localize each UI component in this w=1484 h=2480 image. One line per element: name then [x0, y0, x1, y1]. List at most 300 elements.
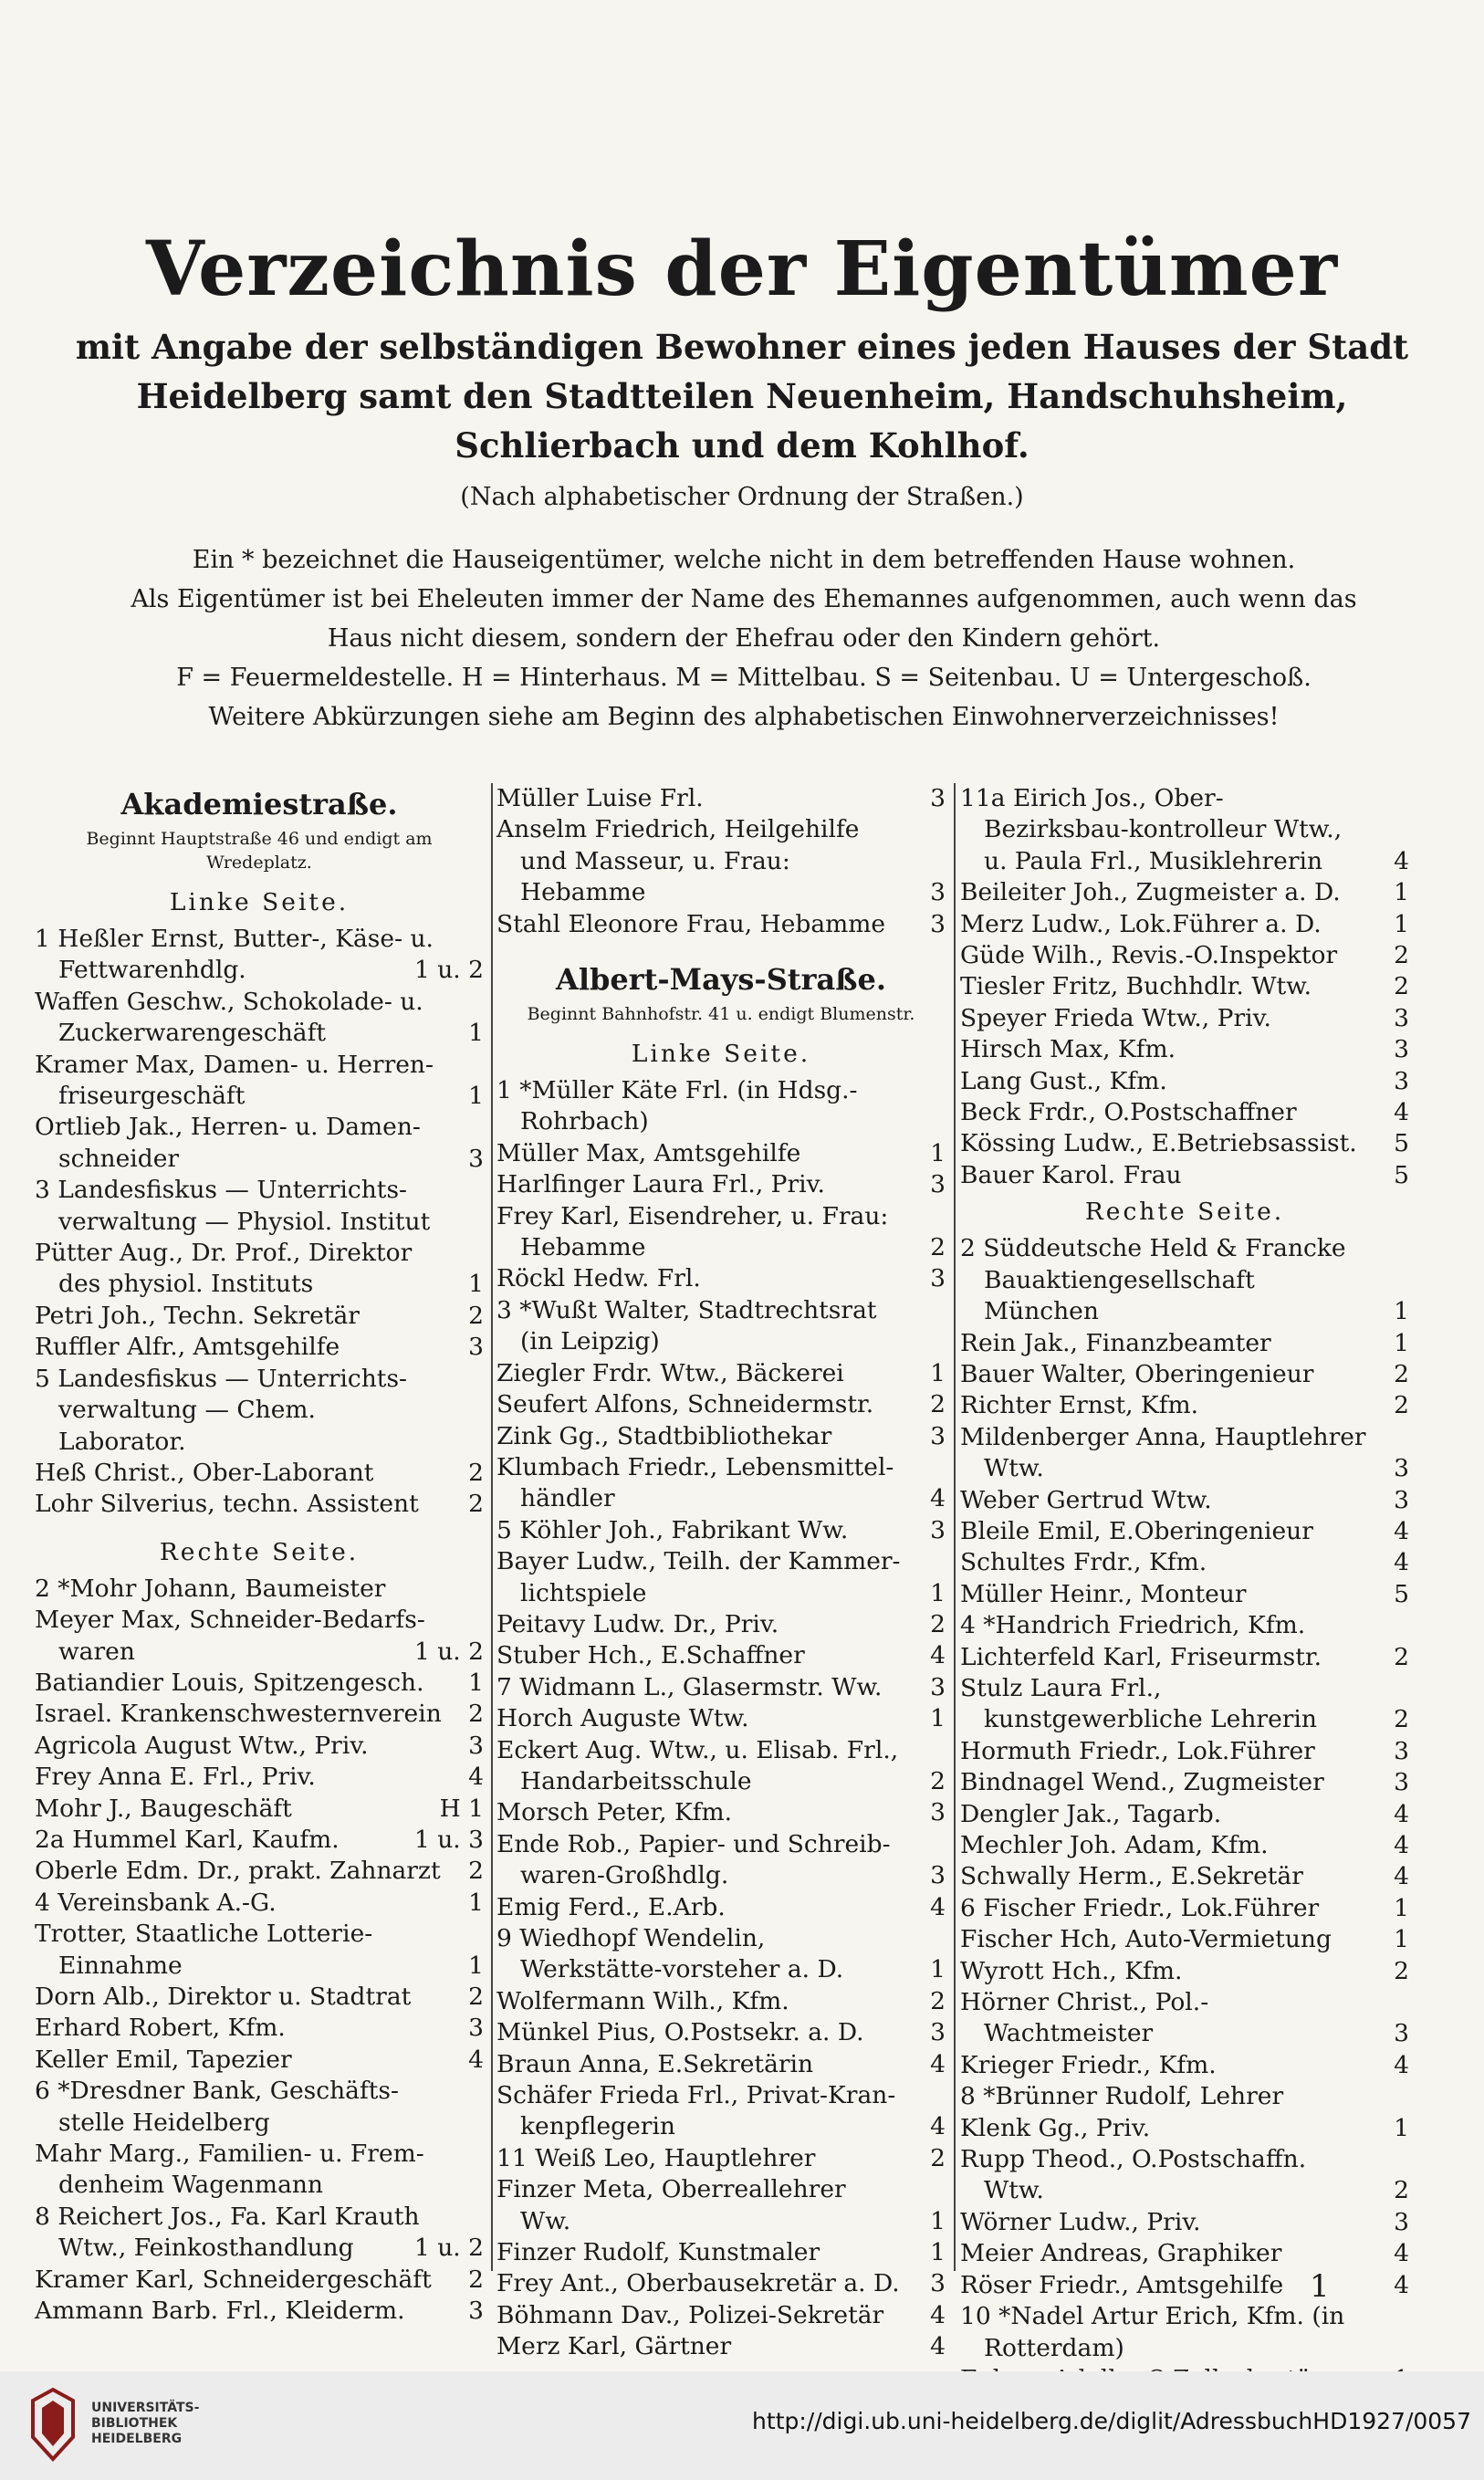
entry-text: 5 Landesfiskus — Unterrichts-verwaltung — Chem. Laborator. — [35, 1364, 407, 1456]
page-subtitle: mit Angabe der selbständigen Bewohner eines jeden Hauses der Stadt Heidelberg samt den Stadtteilen Neuenheim, Handschuhsheim, Schlierbach und dem Kohlhof. — [75, 327, 1409, 466]
entry-floor: 1 — [468, 1951, 484, 1980]
entry-text: Heß Christ., Ober-Laborant — [35, 1458, 374, 1487]
entry-text: Agricola August Wtw., Priv. — [35, 1731, 369, 1760]
entry-floor: 1 — [1394, 909, 1409, 938]
entry-floor: 4 — [1394, 2050, 1409, 2079]
entry-text: 10 *Nadel Artur Erich, Kfm. (in Rotterdam) — [960, 2302, 1345, 2362]
entry-floor: 1 — [1394, 1328, 1409, 1357]
entry-floor: 4 — [1394, 1516, 1409, 1545]
directory-entry — [35, 1175, 484, 1238]
entry-floor: 4 — [930, 1641, 946, 1670]
directory-entry — [35, 1825, 484, 1856]
directory-entry — [960, 1610, 1409, 1641]
directory-entry — [960, 1956, 1409, 1987]
directory-entry — [496, 1703, 946, 1734]
entry-text: Klenk Gg., Priv. — [960, 2113, 1151, 2142]
column-1 — [35, 783, 484, 2327]
directory-entry — [496, 1923, 946, 1986]
directory-entry — [496, 814, 946, 908]
entry-floor: 1 — [468, 1019, 484, 1048]
directory-entry — [960, 1066, 1409, 1097]
directory-entry — [960, 1328, 1409, 1359]
directory-entry — [960, 2207, 1409, 2238]
entry-floor: 3 — [1394, 1035, 1409, 1064]
entry-floor: 4 — [930, 1892, 946, 1921]
directory-entry — [35, 1699, 484, 1730]
directory-entry — [35, 1364, 484, 1458]
entry-text: Klumbach Friedr., Lebensmittel-händler — [496, 1452, 894, 1513]
directory-entry — [35, 2139, 484, 2202]
directory-entry — [35, 1332, 484, 1363]
side-heading: Rechte Seite. — [159, 1537, 360, 1566]
entry-text: Mechler Joh. Adam, Kfm. — [960, 1831, 1269, 1859]
entry-text: Hörner Christ., Pol.-Wachtmeister — [960, 1988, 1209, 2048]
entry-floor: 4 — [468, 2045, 484, 2074]
entry-floor: 3 — [468, 1144, 484, 1173]
directory-entry — [960, 1097, 1409, 1128]
entry-text: Lohr Silverius, techn. Assistent — [35, 1490, 419, 1519]
entry-floor: 2 — [1394, 1359, 1409, 1388]
directory-entry — [960, 2113, 1409, 2144]
entry-text: Eckert Aug. Wtw., u. Elisab. Frl., Handarbeitsschule — [496, 1735, 899, 1795]
entry-floor: 1 — [930, 1704, 946, 1733]
entry-floor: 1 — [468, 1270, 484, 1299]
entry-text: Anselm Friedrich, Heilgehilfe und Masseur, u. Frau: Hebamme — [496, 815, 860, 907]
entry-floor: 3 — [1394, 1454, 1409, 1483]
entry-text: Schwally Herm., E.Sekretär — [960, 1862, 1303, 1891]
directory-entry — [960, 1767, 1409, 1798]
directory-entry — [35, 1668, 484, 1699]
entry-floor: 3 — [468, 2014, 484, 2043]
entry-floor: 3 — [468, 2297, 484, 2326]
entry-text: Böhmann Dav., Polizei-Sekretär — [496, 2300, 884, 2329]
entry-text: Bleile Emil, E.Oberingenieur — [960, 1516, 1313, 1545]
entry-floor: 3 — [1394, 2019, 1409, 2048]
directory-entry — [35, 1762, 484, 1793]
library-logo-icon — [26, 2382, 80, 2466]
directory-entry — [960, 1924, 1409, 1955]
entry-floor: 4 — [1394, 2239, 1409, 2268]
entry-text: 2a Hummel Karl, Kaufm. — [35, 1825, 340, 1854]
entry-text: Beck Frdr., O.Postschaffner — [960, 1098, 1297, 1127]
entry-text: Schäfer Frieda Frl., Privat-Kran-kenpflegerin — [496, 2081, 896, 2141]
entry-text: Keller Emil, Tapezier — [35, 2045, 292, 2074]
entry-floor: 2 — [1394, 2176, 1409, 2205]
entry-text: 4 *Handrich Friedrich, Kfm. — [960, 1611, 1306, 1640]
directory-entry — [960, 2081, 1409, 2112]
entry-floor: 2 — [930, 1609, 946, 1638]
directory-entry — [35, 2013, 484, 2044]
entry-text: Schultes Frdr., Kfm. — [960, 1548, 1207, 1577]
directory-entry — [496, 1201, 946, 1264]
entry-text: Stuber Hch., E.Schaffner — [496, 1641, 805, 1670]
entry-floor: 1 u. 3 — [413, 1825, 484, 1854]
entry-floor: 5 — [1394, 1160, 1409, 1189]
entry-text: Ortlieb Jak., Herren- u. Damen-schneider — [35, 1113, 421, 1173]
entry-text: Merz Karl, Gärtner — [496, 2332, 732, 2361]
directory-entry — [496, 1735, 946, 1798]
column-2 — [496, 783, 946, 2363]
entry-text: Müller Heinr., Monteur — [960, 1579, 1247, 1608]
entry-text: Batiandier Louis, Spitzengesch. — [35, 1668, 424, 1697]
entry-floor: 1 — [930, 2206, 946, 2235]
entry-floor: 3 — [468, 1731, 484, 1760]
entry-text: Krieger Friedr., Kfm. — [960, 2050, 1217, 2079]
entry-floor: 3 — [930, 784, 946, 812]
directory-entry — [35, 2296, 484, 2327]
directory-entry — [960, 1893, 1409, 1924]
entry-floor: 1 — [930, 1138, 946, 1167]
column-divider — [954, 783, 956, 2271]
directory-entry — [960, 1128, 1409, 1159]
entry-floor: 1 — [468, 1668, 484, 1697]
entry-text: Tiesler Fritz, Buchhdlr. Wtw. — [960, 972, 1312, 1001]
entry-floor: 2 — [1394, 972, 1409, 1001]
entry-text: Wolfermann Wilh., Kfm. — [496, 1986, 789, 2015]
directory-entry — [496, 1797, 946, 1828]
entry-text: Braun Anna, E.Sekretärin — [496, 2049, 814, 2078]
directory-entry — [35, 2202, 484, 2265]
directory-entry — [35, 1794, 484, 1825]
directory-entry — [960, 1579, 1409, 1610]
entry-text: Frey Anna E. Frl., Priv. — [35, 1763, 316, 1792]
entry-floor: 4 — [930, 1484, 946, 1513]
directory-entry — [35, 1574, 484, 1605]
entry-floor: 5 — [1394, 1129, 1409, 1158]
directory-entry — [496, 1138, 946, 1169]
directory-entry — [496, 1672, 946, 1703]
entry-text: Bauer Karol. Frau — [960, 1160, 1182, 1189]
entry-floor: 2 — [1394, 1705, 1409, 1734]
entry-text: Pütter Aug., Dr. Prof., Direktor des physiol. Instituts — [35, 1239, 413, 1299]
directory-entry — [960, 877, 1409, 908]
entry-text: Merz Ludw., Lok.Führer a. D. — [960, 909, 1322, 938]
entry-floor: 4 — [930, 2049, 946, 2078]
entry-floor: 1 — [930, 1578, 946, 1607]
directory-entry — [960, 1799, 1409, 1830]
side-heading: Linke Seite. — [631, 1040, 811, 1069]
entry-text: 6 Fischer Friedr., Lok.Führer — [960, 1893, 1320, 1922]
entry-text: 11a Eirich Jos., Ober-Bezirksbau-kontrolleur Wtw., u. Paula Frl., Musiklehrerin — [960, 784, 1343, 875]
directory-entry — [35, 1238, 484, 1301]
directory-entry — [35, 1919, 484, 1982]
directory-entry — [35, 1605, 484, 1668]
entry-text: Dengler Jak., Tagarb. — [960, 1799, 1222, 1828]
entry-floor: 1 — [930, 2238, 946, 2267]
entry-text: 9 Wiedhopf Wendelin, Werkstätte-vorsteher a. D. — [496, 1924, 844, 1984]
entry-text: Peitavy Ludw. Dr., Priv. — [496, 1609, 779, 1638]
directory-entry — [496, 2237, 946, 2268]
entry-floor: 1 — [930, 1358, 946, 1387]
directory-entry — [496, 1546, 946, 1609]
directory-entry — [960, 1390, 1409, 1421]
directory-entry — [496, 2143, 946, 2174]
entry-floor: 2 — [1394, 941, 1409, 970]
directory-entry — [35, 1489, 484, 1520]
entry-text: Dorn Alb., Direktor u. Stadtrat — [35, 1983, 412, 2011]
entry-text: 2 *Mohr Johann, Baumeister — [35, 1574, 386, 1603]
entry-floor: 3 — [930, 2018, 946, 2047]
entry-text: Harlfinger Laura Frl., Priv. — [496, 1170, 825, 1199]
directory-entry — [960, 1516, 1409, 1547]
entry-text: 3 Landesfiskus — Unterrichts-verwaltung — Physiol. Institut — [35, 1176, 431, 1236]
source-url-link[interactable]: http://digi.ub.uni-heidelberg.de/diglit/AdressbuchHD1927/0057 — [752, 2408, 1471, 2434]
entry-text: Kössing Ludw., E.Betriebsassist. — [960, 1129, 1357, 1158]
entry-floor: H 1 — [439, 1794, 484, 1823]
note-line: Ein * bezeichnet die Hauseigentümer, welche nicht in dem betreffenden Hause wohnen. — [192, 546, 1296, 574]
entry-text: Oberle Edm. Dr., prakt. Zahnarzt — [35, 1857, 441, 1886]
street-heading: Akademiestraße. — [120, 787, 398, 821]
side-heading: Linke Seite. — [169, 888, 350, 916]
entry-text: Beileiter Joh., Zugmeister a. D. — [960, 878, 1341, 907]
entry-floor: 4 — [1394, 1862, 1409, 1891]
entry-text: Morsch Peter, Kfm. — [496, 1798, 733, 1827]
directory-entry — [496, 2268, 946, 2299]
entry-floor: 3 — [930, 1515, 946, 1544]
entry-text: Erhard Robert, Kfm. — [35, 2014, 286, 2043]
entry-floor: 4 — [1394, 1799, 1409, 1828]
entry-floor: 4 — [1394, 846, 1409, 875]
directory-entry — [35, 2076, 484, 2139]
entry-text: Hirsch Max, Kfm. — [960, 1035, 1176, 1064]
entry-floor: 3 — [1394, 1485, 1409, 1514]
entry-text: 7 Widmann L., Glasermstr. Ww. — [496, 1672, 883, 1701]
entry-text: Müller Max, Amtsgehilfe — [496, 1138, 801, 1167]
directory-entry — [960, 940, 1409, 971]
library-name: UNIVERSITÄTS- BIBLIOTHEK HEIDELBERG — [91, 2401, 200, 2446]
entry-floor: 3 — [930, 1421, 946, 1450]
entry-floor: 3 — [930, 1672, 946, 1701]
ordering-note: (Nach alphabetischer Ordnung der Straßen.) — [460, 483, 1024, 511]
entry-text: Seufert Alfons, Schneidermstr. — [496, 1390, 874, 1419]
entry-text: Ende Rob., Papier- und Schreib-waren-Großhdlg. — [496, 1829, 891, 1890]
directory-entry — [35, 1050, 484, 1113]
legend-notes — [37, 540, 1451, 737]
entry-floor: 4 — [468, 1763, 484, 1792]
directory-entry — [960, 1861, 1409, 1892]
entry-floor: 1 — [468, 1888, 484, 1917]
directory-entry — [496, 1892, 946, 1923]
directory-entry — [35, 1888, 484, 1919]
entry-text: Fischer Hch, Auto-Vermietung — [960, 1925, 1332, 1954]
entry-floor: 1 u. 2 — [413, 1637, 484, 1666]
entry-text: Röckl Hedw. Frl. — [496, 1264, 701, 1293]
entry-floor: 3 — [930, 1798, 946, 1827]
entry-floor: 2 — [930, 1390, 946, 1419]
page-title: Verzeichnis der Eigentümer — [145, 225, 1339, 313]
entry-floor: 3 — [930, 1264, 946, 1293]
entry-text: Meier Andreas, Graphiker — [960, 2239, 1282, 2268]
entry-floor: 3 — [930, 909, 946, 938]
directory-entry — [960, 1830, 1409, 1861]
entry-floor: 2 — [930, 1986, 946, 2015]
street-heading: Albert-Mays-Straße. — [556, 962, 886, 998]
entry-floor: 2 — [1394, 1642, 1409, 1671]
directory-entry — [960, 1673, 1409, 1736]
entry-text: 5 Köhler Joh., Fabrikant Ww. — [496, 1515, 849, 1544]
directory-entry — [960, 1485, 1409, 1516]
directory-entry — [496, 1295, 946, 1358]
directory-entry — [960, 1422, 1409, 1485]
entry-text: Wörner Ludw., Priv. — [960, 2207, 1201, 2236]
entry-floor: 1 u. 2 — [413, 2234, 484, 2263]
page-header — [0, 224, 1484, 516]
entry-floor: 2 — [930, 1233, 946, 1262]
entry-text: Müller Luise Frl. — [496, 784, 704, 812]
entry-text: 8 *Brünner Rudolf, Lehrer — [960, 2082, 1284, 2111]
directory-entry — [960, 1987, 1409, 2050]
directory-entry — [496, 1640, 946, 1671]
entry-floor: 4 — [930, 2332, 946, 2361]
directory-entry — [496, 2080, 946, 2143]
note-line: Haus nicht diesem, sondern der Ehefrau oder den Kindern gehört. — [327, 624, 1161, 653]
directory-entry — [496, 1389, 946, 1420]
entry-list — [496, 783, 946, 940]
entry-floor: 3 — [1394, 2207, 1409, 2236]
entry-text: 1 *Müller Käte Frl. (in Hdsg.-Rohrbach) — [496, 1076, 858, 1136]
entry-text: Bindnagel Wend., Zugmeister — [960, 1768, 1324, 1797]
entry-floor: 4 — [1394, 1548, 1409, 1577]
directory-entry — [960, 783, 1409, 877]
note-line: Als Eigentümer ist bei Eheleuten immer der Name des Ehemannes aufgenommen, auch wenn das — [131, 585, 1357, 613]
entry-list — [496, 1075, 946, 2363]
entry-text: Lang Gust., Kfm. — [960, 1066, 1167, 1095]
directory-entry — [35, 2045, 484, 2076]
directory-entry — [960, 1003, 1409, 1034]
entry-floor: 2 — [468, 1857, 484, 1886]
directory-entry — [496, 2049, 946, 2080]
entry-floor: 4 — [1394, 1098, 1409, 1127]
entry-text: Zink Gg., Stadtbibliothekar — [496, 1421, 832, 1450]
directory-entry — [496, 1515, 946, 1546]
directory-entry — [496, 1986, 946, 2017]
directory-entry — [496, 1421, 946, 1452]
entry-text: Horch Auguste Wtw. — [496, 1704, 749, 1733]
directory-entry — [35, 1982, 484, 2013]
directory-entry — [496, 1169, 946, 1200]
entry-text: Ziegler Frdr. Wtw., Bäckerei — [496, 1358, 844, 1387]
entry-text: Finzer Rudolf, Kunstmaler — [496, 2238, 820, 2267]
entry-text: Rein Jak., Finanzbeamter — [960, 1328, 1271, 1357]
entry-text: 8 Reichert Jos., Fa. Karl Krauth Wtw., Feinkosthandlung — [35, 2202, 420, 2263]
entry-floor: 1 — [1394, 1297, 1409, 1326]
entry-floor: 4 — [1394, 1831, 1409, 1859]
directory-entry — [35, 1856, 484, 1887]
entry-text: Waffen Geschw., Schokolade- u. Zuckerwarengeschäft — [35, 987, 423, 1048]
note-line: Weitere Abkürzungen siehe am Beginn des alphabetischen Einwohnerverzeichnisses! — [208, 703, 1280, 731]
directory-entry — [960, 1359, 1409, 1390]
directory-entry — [496, 2331, 946, 2362]
entry-floor: 1 — [1394, 1893, 1409, 1922]
directory-entry — [496, 1075, 946, 1138]
entry-floor: 1 u. 2 — [413, 956, 484, 985]
entry-floor: 4 — [1394, 2270, 1409, 2299]
entry-text: Trotter, Staatliche Lotterie-Einnahme — [35, 1920, 373, 1980]
entry-floor: 2 — [468, 1301, 484, 1330]
directory-entry — [35, 2265, 484, 2296]
entry-floor: 3 — [930, 878, 946, 907]
entry-floor: 3 — [1394, 1003, 1409, 1032]
entry-floor: 1 — [930, 1955, 946, 1984]
entry-text: Kramer Max, Damen- u. Herren-friseurgeschäft — [35, 1050, 434, 1111]
entry-floor: 3 — [930, 2269, 946, 2298]
entry-text: Frey Karl, Eisendreher, u. Frau: Hebamme — [496, 1201, 889, 1262]
entry-floor: 3 — [1394, 1768, 1409, 1797]
entry-text: Petri Joh., Techn. Sekretär — [35, 1301, 360, 1330]
directory-entry — [35, 1301, 484, 1332]
directory-entry — [960, 1642, 1409, 1673]
page-number: 1 — [1310, 2268, 1330, 2305]
footer-bar — [0, 2371, 1484, 2480]
entry-text: Bauer Walter, Oberingenieur — [960, 1359, 1314, 1388]
directory-entry — [960, 909, 1409, 940]
entry-text: Richter Ernst, Kfm. — [960, 1391, 1199, 1420]
entry-text: Emig Ferd., E.Arb. — [496, 1892, 726, 1921]
entry-text: Stahl Eleonore Frau, Hebamme — [496, 909, 886, 938]
directory-entry — [496, 1609, 946, 1640]
entry-floor: 2 — [930, 1766, 946, 1795]
directory-entry — [960, 2144, 1409, 2207]
directory-entry — [35, 1731, 484, 1762]
entry-text: Bayer Ludw., Teilh. der Kammer-lichtspiele — [496, 1547, 901, 1607]
street-info: Beginnt Hauptstraße 46 und endigt am Wredeplatz. — [86, 829, 433, 873]
entry-floor: 3 — [930, 1170, 946, 1199]
entry-floor: 2 — [468, 1458, 484, 1487]
directory-entry — [960, 2050, 1409, 2081]
directory-entry — [496, 1829, 946, 1892]
abbreviation-line: F = Feuermeldestelle. H = Hinterhaus. M = Mittelbau. S = Seitenbau. U = Untergeschoß. — [176, 664, 1312, 692]
entry-text: Ruffler Alfr., Amtsgehilfe — [35, 1333, 340, 1362]
entry-floor: 1 — [1394, 2113, 1409, 2142]
column-divider — [491, 783, 493, 2271]
directory-entry — [496, 2017, 946, 2048]
entry-floor: 3 — [468, 1333, 484, 1362]
entry-floor: 1 — [468, 1082, 484, 1111]
entry-floor: 4 — [930, 2300, 946, 2329]
entry-text: 2 Süddeutsche Held & Francke Bauaktiengesellschaft München — [960, 1234, 1346, 1326]
entry-text: Lichterfeld Karl, Friseurmstr. — [960, 1642, 1322, 1671]
entry-text: 4 Vereinsbank A.-G. — [35, 1888, 277, 1917]
entry-text: Israel. Krankenschwesternverein — [35, 1700, 442, 1729]
directory-entry — [496, 2300, 946, 2331]
column-3 — [960, 783, 1409, 2395]
directory-entry — [960, 2270, 1409, 2301]
entry-floor: 2 — [1394, 1956, 1409, 1985]
entry-text: 6 *Dresdner Bank, Geschäfts-stelle Heidelberg — [35, 2077, 399, 2137]
entry-text: Meyer Max, Schneider-Bedarfs-waren — [35, 1606, 425, 1666]
entry-text: 11 Weiß Leo, Hauptlehrer — [496, 2143, 816, 2172]
side-heading: Rechte Seite. — [1084, 1198, 1285, 1227]
entry-text: Mildenberger Anna, Hauptlehrer Wtw. — [960, 1422, 1366, 1483]
entry-text: Weber Gertrud Wtw. — [960, 1485, 1212, 1514]
entry-floor: 2 — [468, 1490, 484, 1519]
directory-entry — [35, 1112, 484, 1175]
entry-floor: 2 — [468, 2265, 484, 2294]
entry-text: Stulz Laura Frl., kunstgewerbliche Lehrerin — [960, 1673, 1317, 1734]
directory-entry — [960, 2301, 1409, 2364]
directory-entry — [496, 1263, 946, 1294]
directory-entry — [496, 1358, 946, 1389]
entry-text: 1 Heßler Ernst, Butter-, Käse- u. Fettwarenhdlg. — [35, 925, 434, 985]
directory-entry — [960, 2238, 1409, 2269]
street-info: Beginnt Bahnhofstr. 41 u. endigt Blumenstr. — [527, 1004, 915, 1025]
directory-entry — [960, 1160, 1409, 1191]
entry-text: Hormuth Friedr., Lok.Führer — [960, 1736, 1315, 1765]
entry-floor: 3 — [930, 1861, 946, 1890]
directory-entry — [496, 909, 946, 940]
directory-entry — [960, 971, 1409, 1002]
entry-floor: 3 — [1394, 1736, 1409, 1765]
